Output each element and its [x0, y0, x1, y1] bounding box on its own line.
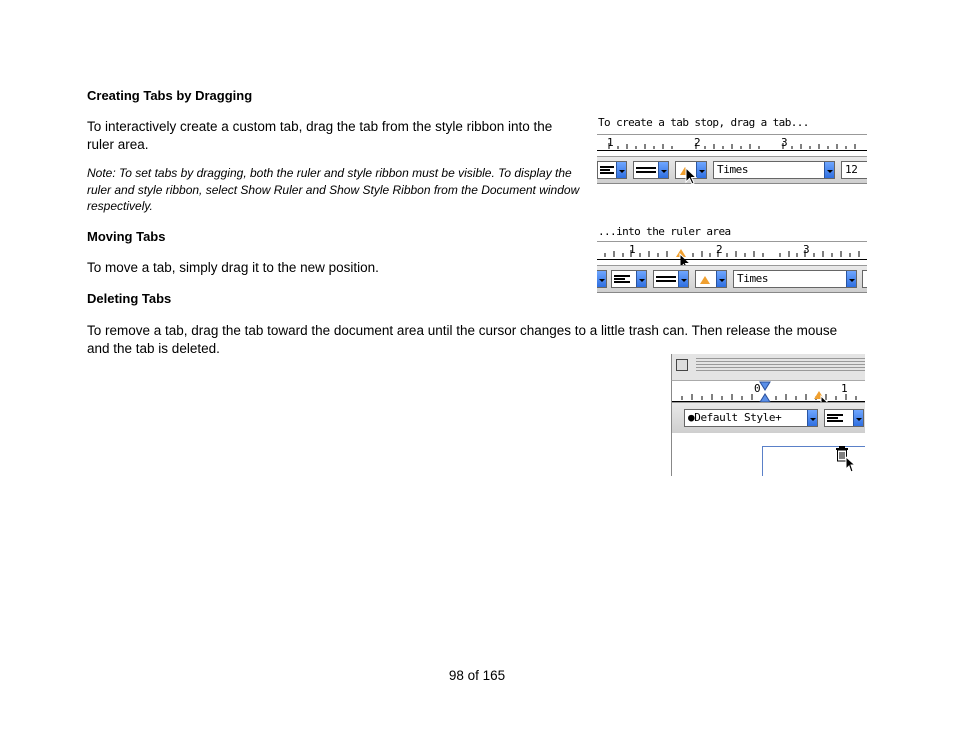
chevron-down-icon [658, 162, 668, 178]
style-name-popup[interactable] [684, 409, 818, 427]
figure-create-tab-caption: To create a tab stop, drag a tab... [598, 116, 809, 129]
ruler-number-1: 1 [607, 136, 614, 149]
window-title-bar [671, 354, 865, 380]
chevron-down-icon [696, 162, 706, 178]
ruler-bottom-line [597, 150, 867, 151]
document-area[interactable] [671, 433, 865, 476]
chevron-down-icon [636, 271, 646, 287]
page-number: 98 of 165 [448, 668, 506, 683]
chevron-down-icon [846, 271, 856, 287]
ruler-area [671, 380, 865, 403]
font-size-field-partial[interactable] [862, 270, 867, 288]
ruler-number-3: 3 [781, 136, 788, 149]
ruler-number-0: 0 [754, 382, 761, 395]
title-bar-stripes [696, 358, 865, 372]
ribbon-control-partial[interactable] [597, 270, 607, 288]
tab-marker-icon [700, 276, 710, 284]
ruler-bottom-line [597, 259, 867, 260]
note-creating-tabs: Note: To set tabs by dragging, both the ruler and style ribbon must be visible. To display the ruler and style ribbon, select Show Ruler and Show Style Ribbon from the Document window respectively. [87, 166, 580, 213]
ruler-number-1: 1 [841, 382, 848, 395]
style-ribbon [597, 265, 867, 293]
style-ribbon [597, 156, 867, 184]
style-ribbon [671, 402, 865, 434]
close-box-icon[interactable] [676, 359, 688, 371]
figure-delete-tab [671, 354, 865, 476]
heading-creating-tabs: Creating Tabs by Dragging [87, 88, 253, 103]
ruler-number-1: 1 [629, 243, 636, 256]
font-name-popup[interactable] [733, 270, 857, 288]
chevron-down-icon [597, 271, 606, 287]
font-name-value: Times [737, 272, 769, 285]
chevron-down-icon [716, 271, 726, 287]
ruler-number-2: 2 [716, 243, 723, 256]
alignment-popup[interactable] [597, 161, 627, 179]
paragraph-moving-tabs: To move a tab, simply drag it to the new position. [87, 260, 379, 275]
chevron-down-icon [853, 410, 863, 426]
alignment-popup[interactable] [611, 270, 647, 288]
paragraph-deleting-tabs: To remove a tab, drag the tab toward the document area until the cursor changes to a little trash can. Then release the mouse and the tab is deleted. [87, 323, 838, 356]
alignment-popup[interactable] [824, 409, 864, 427]
chevron-down-icon [824, 162, 834, 178]
heading-moving-tabs: Moving Tabs [87, 229, 166, 244]
ruler-number-3: 3 [803, 243, 810, 256]
text-frame-left-edge [762, 446, 763, 476]
ruler-number-2: 2 [694, 136, 701, 149]
tab-type-popup[interactable] [695, 270, 727, 288]
font-size-value: 12 [845, 163, 858, 176]
trash-can-cursor-icon [836, 445, 856, 475]
ruler-ticks [597, 241, 867, 259]
figure-create-tab [597, 114, 867, 186]
heading-deleting-tabs: Deleting Tabs [87, 291, 172, 306]
font-size-field[interactable] [841, 161, 867, 179]
spacing-popup[interactable] [633, 161, 669, 179]
chevron-down-icon [616, 162, 626, 178]
chevron-down-icon [807, 410, 817, 426]
indent-marker-icon[interactable] [759, 381, 771, 403]
font-name-value: Times [717, 163, 749, 176]
font-name-popup[interactable] [713, 161, 835, 179]
arrow-cursor-icon [685, 167, 697, 185]
figure-into-ruler-caption: ...into the ruler area [598, 225, 731, 238]
chevron-down-icon [678, 271, 688, 287]
paragraph-creating-tabs: To interactively create a custom tab, drag the tab from the style ribbon into the ruler area. [87, 119, 553, 152]
spacing-popup[interactable] [653, 270, 689, 288]
style-name-value: ●Default Style+ [688, 411, 782, 424]
figure-into-ruler [597, 223, 867, 298]
